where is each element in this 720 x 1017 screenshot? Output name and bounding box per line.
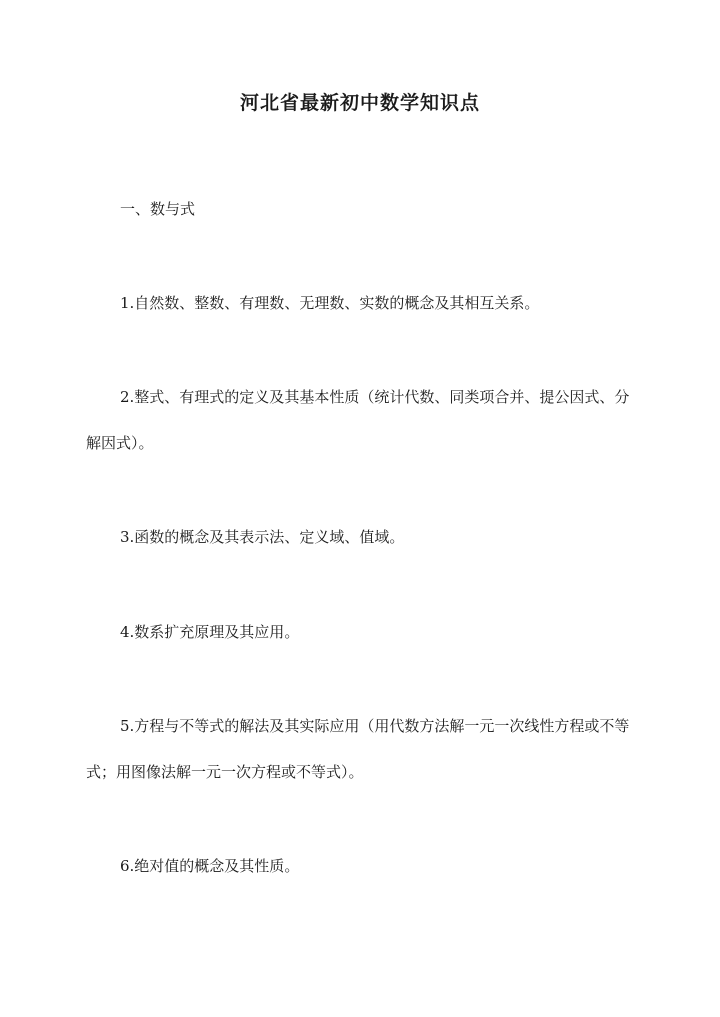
list-item-4: 4.数系扩充原理及其应用。 bbox=[120, 623, 300, 641]
document-title: 河北省最新初中数学知识点 bbox=[239, 92, 480, 114]
section-heading: 一、数与式 bbox=[120, 200, 196, 218]
list-item-3: 3.函数的概念及其表示法、定义域、值域。 bbox=[120, 528, 405, 546]
list-item-1: 1.自然数、整数、有理数、无理数、实数的概念及其相互关系。 bbox=[120, 294, 540, 312]
list-item-2: 2.整式、有理式的定义及其基本性质（统计代数、同类项合并、提公因式、分解因式）。 bbox=[86, 388, 630, 452]
list-item-6: 6.绝对值的概念及其性质。 bbox=[120, 857, 300, 875]
list-item-5: 5.方程与不等式的解法及其实际应用（用代数方法解一元一次线性方程或不等式；用图像法解一元一次方程或不等式）。 bbox=[86, 717, 630, 781]
